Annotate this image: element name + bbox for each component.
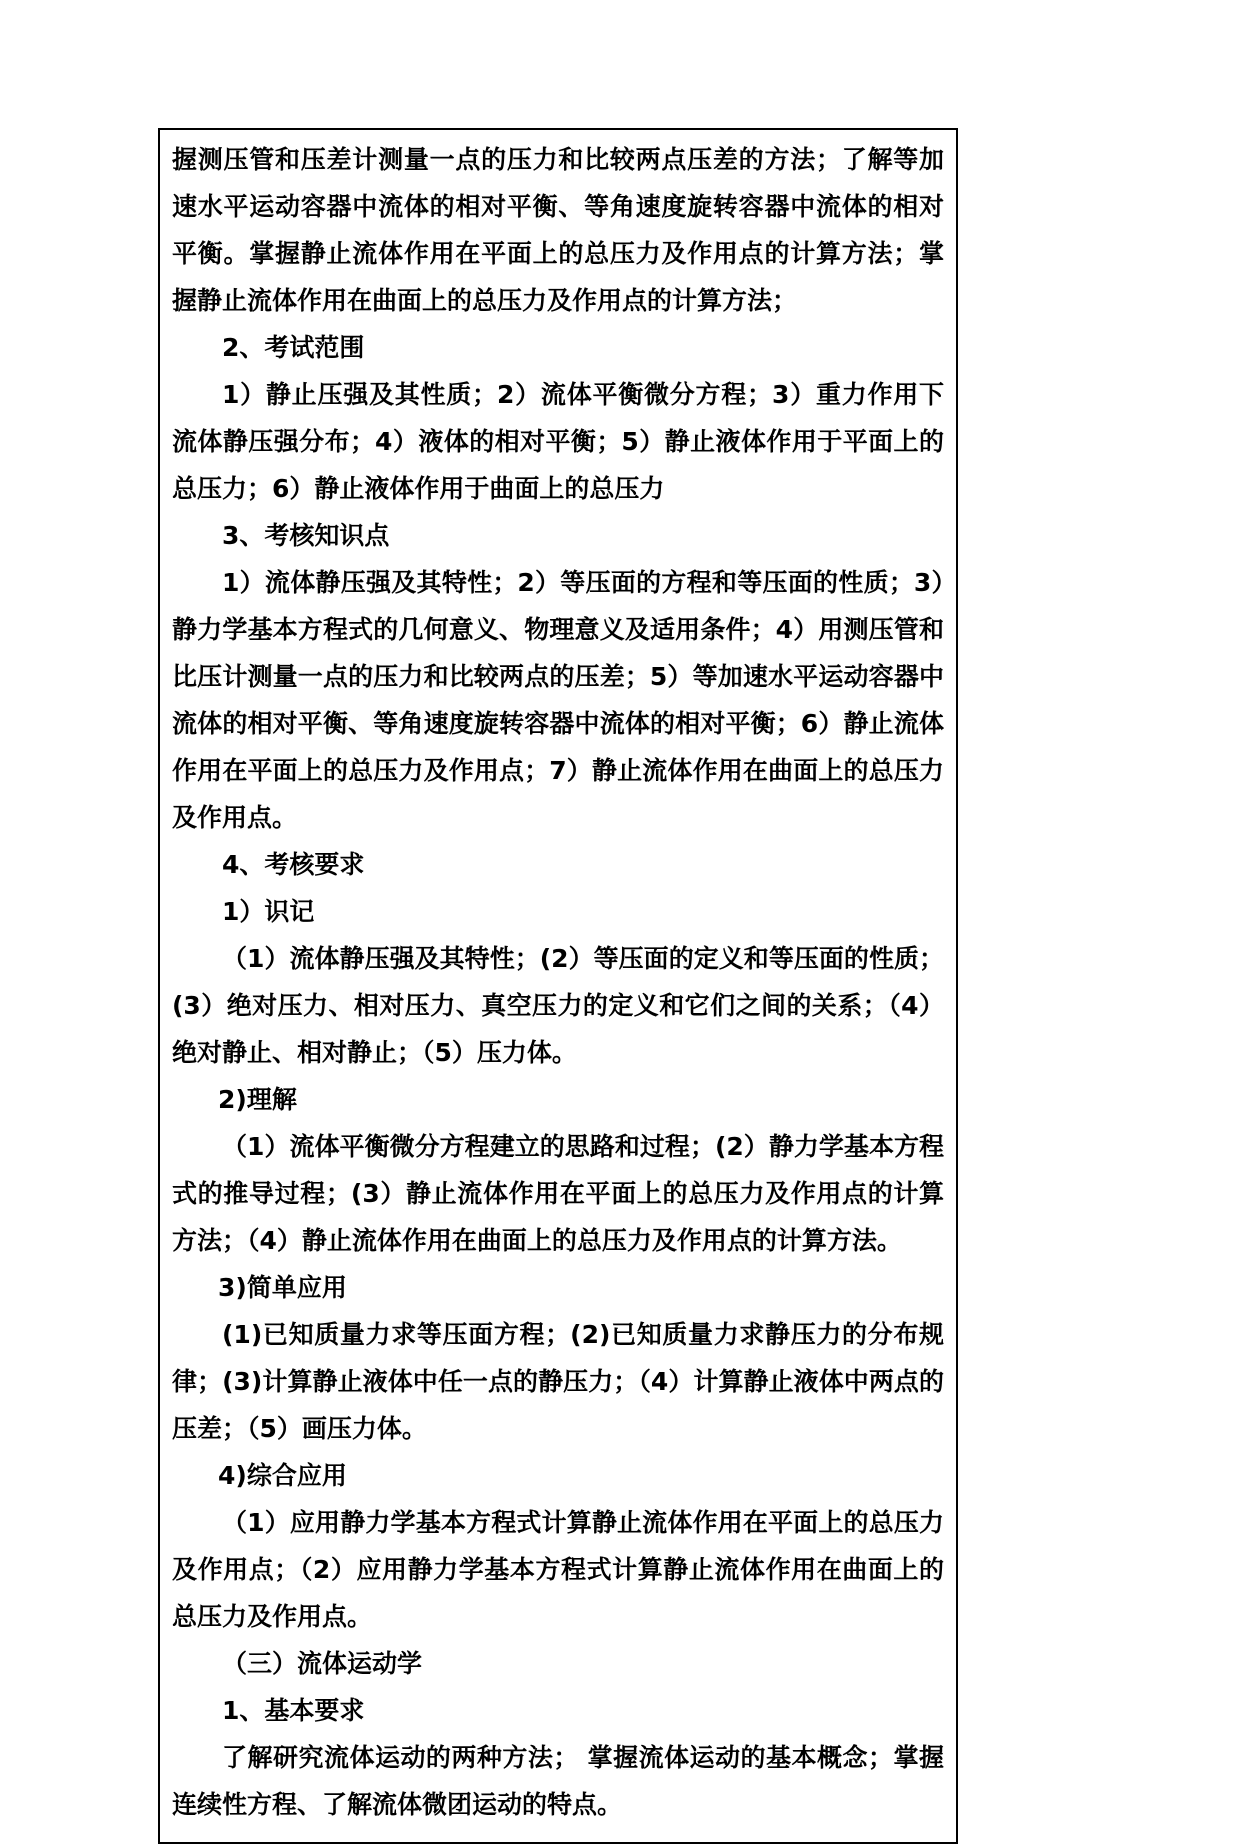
syllabus-content (160, 130, 956, 1842)
heading-assessment-requirements: 4、考核要求 (222, 850, 365, 879)
heading-simple-application: 3)简单应用 (218, 1273, 347, 1302)
paragraph-continued-basic-requirements: 握测压管和压差计测量一点的压力和比较两点压差的方法；了解等加速水平运动容器中流体的相对平衡、等角速度旋转容器中流体的相对平衡。掌握静止流体作用在平面上的总压力及作用点的计算方法；掌握静止流体作用在曲面上的总压力及作用点的计算方法； (172, 145, 944, 315)
paragraph-exam-scope-items: 1）静止压强及其性质；2）流体平衡微分方程；3）重力作用下流体静压强分布；4）液体的相对平衡；5）静止液体作用于平面上的总压力；6）静止液体作用于曲面上的总压力 (172, 380, 944, 503)
heading-fluid-kinematics: （三）流体运动学 (222, 1649, 423, 1678)
paragraph-simple-application-items: (1)已知质量力求等压面方程；(2)已知质量力求静压力的分布规律；(3)计算静止液体中任一点的静压力；（4）计算静止液体中两点的压差；（5）画压力体。 (172, 1320, 944, 1443)
heading-knowledge-points: 3、考核知识点 (222, 521, 390, 550)
heading-understanding: 2)理解 (218, 1085, 297, 1114)
paragraph-basic-requirements-body: 了解研究流体运动的两种方法； 掌握流体运动的基本概念；掌握连续性方程、了解流体微团运动的特点。 (172, 1743, 944, 1819)
heading-recognition: 1）识记 (222, 897, 315, 926)
heading-basic-requirements: 1、基本要求 (222, 1696, 365, 1725)
paragraph-comprehensive-application-items: （1）应用静力学基本方程式计算静止流体作用在平面上的总压力及作用点；（2）应用静力学基本方程式计算静止流体作用在曲面上的总压力及作用点。 (172, 1508, 944, 1631)
heading-comprehensive-application: 4)综合应用 (218, 1461, 347, 1490)
paragraph-recognition-items: （1）流体静压强及其特性；(2）等压面的定义和等压面的性质；(3）绝对压力、相对压力、真空压力的定义和它们之间的关系；（4）绝对静止、相对静止；（5）压力体。 (172, 944, 944, 1067)
paragraph-knowledge-points-items: 1）流体静压强及其特性；2）等压面的方程和等压面的性质；3）静力学基本方程式的几何意义、物理意义及适用条件；4）用测压管和比压计测量一点的压力和比较两点的压差；5）等加速水平运动容器中流体的相对平衡、等角速度旋转容器中流体的相对平衡；6）静止流体作用在平面上的总压力及作用点；7）静止流体作用在曲面上的总压力及作用点。 (172, 568, 944, 832)
heading-exam-scope: 2、考试范围 (222, 333, 365, 362)
syllabus-table-cell (158, 128, 958, 1844)
paragraph-understanding-items: （1）流体平衡微分方程建立的思路和过程；(2）静力学基本方程式的推导过程；(3）静止流体作用在平面上的总压力及作用点的计算方法；（4）静止流体作用在曲面上的总压力及作用点的计算方法。 (172, 1132, 944, 1255)
